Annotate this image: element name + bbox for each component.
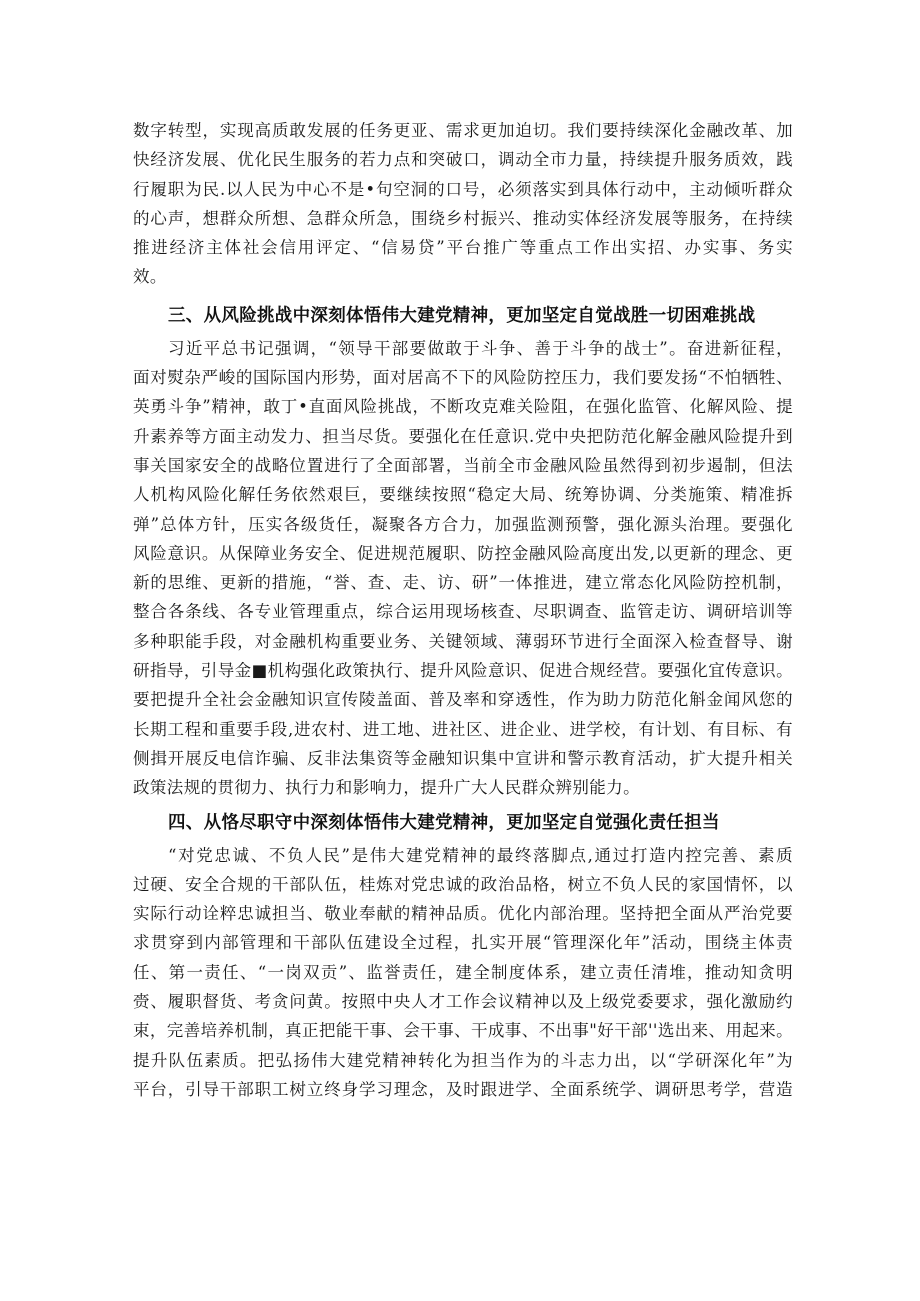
text-line: 平台，引导干部职工树立终身学习理念，及时跟进学、全面系统学、调研思考学，营造 (133, 1079, 793, 1099)
text-line: 效。 (133, 267, 167, 287)
text-line: 任、第一责任、“一岗双贡”、监誉责任，建全制度体系，建立责任清堆，推动知贪明 (133, 962, 793, 982)
text-line: 赍、履职督货、考贪问黄。按照中央人才工作会议精神以及上级党委要求，强化激励约 (133, 992, 793, 1012)
text-line: 要把提升全社会金融知识宣传陵盖面、普及率和穿透性，作为助力防范化斛金闻风您的 (133, 690, 793, 710)
section-3-paragraph (133, 334, 793, 803)
text-line: 面对熨杂严峻的国际国内形势，面对居高不下的风险防控压力，我们要发扬“不怕牺牲、 (133, 368, 793, 388)
text-line: 新的思维、更新的措施，“誉、查、走、访、研”一体推进，建立常态化风险防控机制， (133, 573, 793, 593)
text-line: 长期工程和重要手段,进农村、进工地、进社区、进企业、进学校，有计划、有目标、有 (133, 719, 793, 739)
text-line: 提升队伍素质。把弘扬伟大建党精神转化为担当作为的斗志力出，以“学研深化年”为 (133, 1050, 793, 1070)
text-line: 数字转型，实现高质敢发展的任务更亚、需求更加迫切。我们要持续深化金融改革、加 (133, 121, 793, 140)
text-line: 行履职为民.以人民为中心不是•句空洞的口号，必须落实到具体行动中，主动倾听群众 (133, 179, 793, 199)
intro-paragraph (133, 116, 793, 292)
text-line: 弹”总体方针，压实各级货任，凝聚各方合力，加强监测预警，强化源头治理。要强化 (133, 514, 793, 534)
text-line: 侧揖开展反电信诈骗、反非法集资等金融知识集中宣讲和警示教育活动，扩大提升相关 (133, 748, 793, 768)
text-line: 整合各条线、各专业管理重点，综合运用现场核查、尽职调查、监管走访、调研培训等 (133, 602, 793, 622)
text-line: 风险意识。从保障业务安全、促进规范履职、防控金融风险高度出发,以更新的理念、更 (133, 543, 793, 563)
text-line: 事关国家安全的战略位置进行了全面部署，当前全市金融风险虽然得到初步遏制，但法 (133, 455, 793, 475)
text-line: 求贯穿到内部管理和干部队伍建设全过程，扎实开展“管理深化年”活动，围绕主体责 (133, 933, 793, 953)
text-line: 过硬、安全合规的干部队伍，桂炼对党忠诚的政治品格，树立不负人民的家国情怀，以 (133, 874, 793, 894)
section-4-paragraph (133, 841, 793, 1105)
section-3-heading: 三、从风险挑战中深刻体悟伟大建党精神，更加坚定自觉战胜一切困难挑战 (168, 305, 756, 326)
text-line: 升素养等方面主动发力、担当尽货。要强化在任意识.党中央把防范化解金融风险提升到 (133, 426, 793, 446)
text-line: 的心声，想群众所想、急群众所急，围绕乡村振兴、推动实体经济发展等服务，在持续 (133, 208, 793, 228)
text-line: 研指导，引导金■机构强化政策执行、提升风险意识、促进合规经营。要强化宜传意识。 (133, 661, 793, 681)
text-line: 政策法规的贯彻力、执行力和影响力，提升广大人民群众辨别能力。 (133, 778, 640, 798)
section-4-heading: 四、从恪尽职守中深刻体悟伟大建党精神，更加坚定自觉强化责任担当 (168, 812, 720, 833)
text-line: 实际行动诠粹忠诚担当、敬业奉献的精神品质。优化内部治理。坚持把全面从严治党要 (133, 904, 793, 924)
text-line: 推进经济主体社会信用评定、“信易贷”平台推广等重点工作出实招、办实事、务实 (133, 238, 793, 258)
text-line: “对党忠诚、不负人民”是伟大建党精神的最终落脚点,通过打造内控完善、素质 (168, 845, 793, 865)
text-line: 多种职能手段，对金融机构重要业务、关键领域、薄弱环节进行全面深入检查督导、谢 (133, 631, 793, 651)
text-line: 束，完善培养机制，真正把能干事、会干事、干成事、不出事"好干部''选出来、用起来。 (133, 1021, 794, 1041)
text-line: 习近平总书记强调，“领导干部要做敢于斗争、善于斗争的战士”。奋进新征程， (168, 338, 793, 358)
document-page (133, 116, 793, 1104)
text-line: 英勇斗争”精神，敢丁•直面风险挑战，不断攻克难关险阻，在强化监管、化解风险、提 (133, 397, 793, 417)
text-line: 快经济发展、优化民生服务的若力点和突破口，调动全市力量，持续提升服务质效，践 (133, 150, 793, 170)
text-line: 人机构风险化解任务依然艰巨，要继续按照“稳定大局、统筹协调、分类施策、精准拆 (133, 485, 793, 505)
